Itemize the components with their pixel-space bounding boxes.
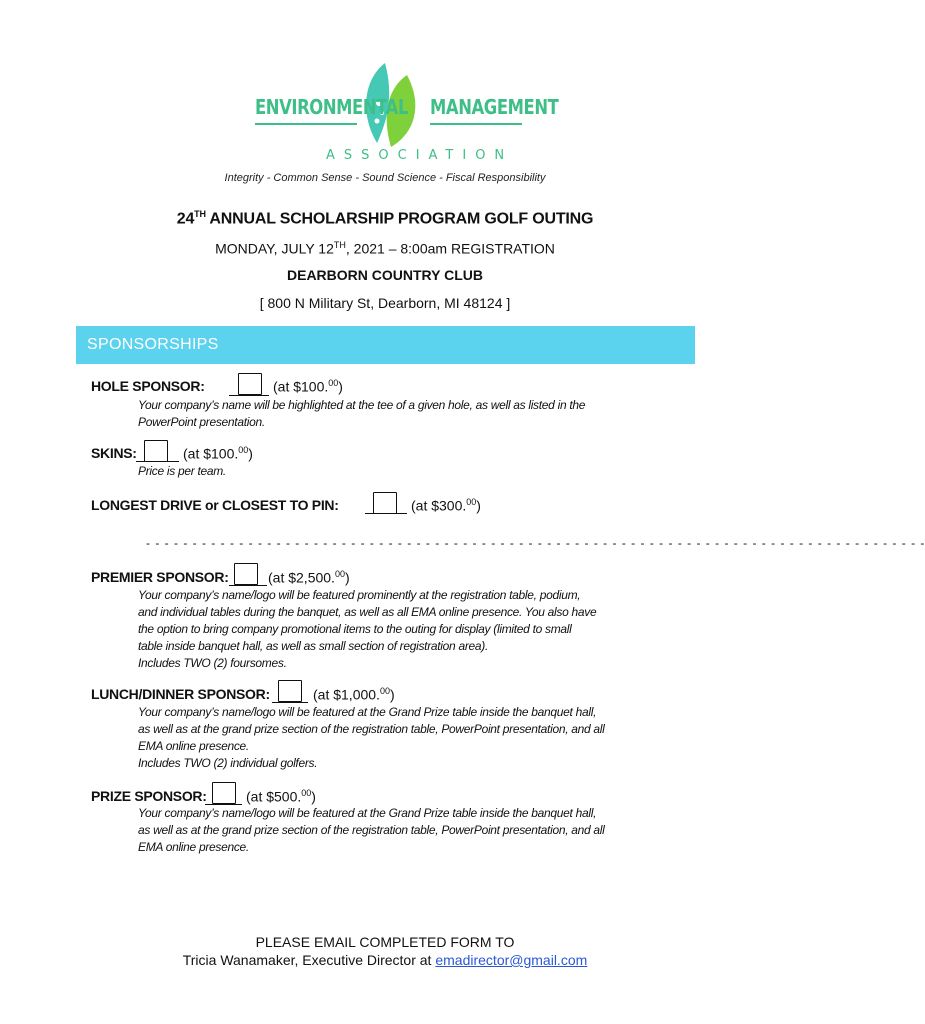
skins-description: Price is per team. — [138, 464, 226, 478]
section-separator: - - - - - - - - - - - - - - - - - - - - - - - - - - - - - - - - - - - - - - - - - - - - - - - - - - - - - - - - - - - - - - - - - - - - - - - - - - - - - - - - - - - - — [146, 536, 925, 550]
lunch-dinner-sponsor-underline — [272, 702, 308, 703]
logo — [250, 55, 559, 165]
tagline: Integrity - Common Sense - Sound Science - Fiscal Responsibility — [224, 172, 546, 184]
email-link[interactable]: emadirector@gmail.com — [435, 952, 588, 968]
hole-sponsor-label: HOLE SPONSOR: — [91, 378, 205, 394]
title-ordinal: TH — [194, 209, 206, 219]
longest-drive-price: (at $300.00) — [411, 497, 481, 514]
logo-word-right: MANAGEMENT — [430, 95, 559, 119]
premier-sponsor-checkbox[interactable] — [234, 563, 258, 585]
lunch-dinner-sponsor-price: (at $1,000.00) — [313, 686, 395, 703]
premier-sponsor-underline — [229, 585, 267, 586]
section-banner — [76, 326, 695, 364]
date-ordinal: TH — [333, 240, 346, 250]
event-address: [ 800 N Military St, Dearborn, MI 48124 ] — [259, 295, 511, 311]
prize-sponsor-description: Your company’s name/logo will be featured at the Grand Prize table inside the banquet hall, as well as at the grand prize section of the registration table, PowerPoint presentation, and all EMA online presence. — [138, 806, 605, 854]
longest-drive-checkbox[interactable] — [373, 492, 397, 514]
prize-sponsor-price: (at $500.00) — [246, 788, 316, 805]
date-text: MONDAY, JULY 12 — [215, 240, 334, 257]
date-registration: , 2021 – 8:00am REGISTRATION — [345, 240, 555, 257]
prize-sponsor-checkbox[interactable] — [212, 782, 236, 804]
title-text: ANNUAL SCHOLARSHIP PROGRAM GOLF OUTING — [205, 210, 594, 228]
prize-sponsor-label: PRIZE SPONSOR: — [91, 788, 207, 804]
footer-contact-text: Tricia Wanamaker, Executive Director at — [182, 952, 436, 968]
lunch-dinner-sponsor-label: LUNCH/DINNER SPONSOR: — [91, 686, 270, 702]
hole-sponsor-description: Your company’s name will be highlighted at the tee of a given hole, as well as listed in the PowerPoint presentation. — [138, 398, 586, 429]
logo-rule-left — [255, 123, 357, 125]
logo-association: ASSOCIATION — [326, 148, 514, 163]
hole-sponsor-price: (at $100.00) — [273, 378, 343, 395]
event-venue: DEARBORN COUNTRY CLUB — [287, 267, 483, 283]
premier-sponsor-price: (at $2,500.00) — [268, 569, 350, 586]
skins-label: SKINS: — [91, 445, 137, 461]
premier-sponsor-label: PREMIER SPONSOR: — [91, 569, 229, 585]
logo-rule-right — [430, 123, 522, 125]
logo-word-left: ENVIRONMENTAL — [255, 95, 408, 119]
skins-price: (at $100.00) — [183, 445, 253, 462]
footer-contact — [0, 952, 770, 968]
event-date — [0, 240, 770, 257]
hole-sponsor-underline — [229, 395, 269, 396]
section-title: SPONSORSHIPS — [87, 336, 219, 353]
lunch-dinner-sponsor-description: Your company’s name/logo will be featured at the Grand Prize table inside the banquet hall, as well as at the grand prize section of the registration table, PowerPoint presentation, and all EMA online presence. Includes TWO (2) individual golfers. — [138, 705, 605, 770]
skins-checkbox[interactable] — [144, 440, 168, 462]
footer-instruction: PLEASE EMAIL COMPLETED FORM TO — [255, 934, 515, 950]
premier-sponsor-description: Your company’s name/logo will be featured prominently at the registration table, podium, and individual tables during the banquet, as well as all EMA online presence. You also have the option to bring company promotional items to the outing for display (limited to small table inside banquet hall, as well as small section of registration area). Includes TWO (2) foursomes. — [138, 588, 597, 670]
lunch-dinner-sponsor-checkbox[interactable] — [278, 680, 302, 702]
longest-drive-label: LONGEST DRIVE or CLOSEST TO PIN: — [91, 497, 339, 513]
event-title — [0, 209, 770, 228]
title-number: 24 — [176, 210, 195, 228]
hole-sponsor-checkbox[interactable] — [238, 373, 262, 395]
